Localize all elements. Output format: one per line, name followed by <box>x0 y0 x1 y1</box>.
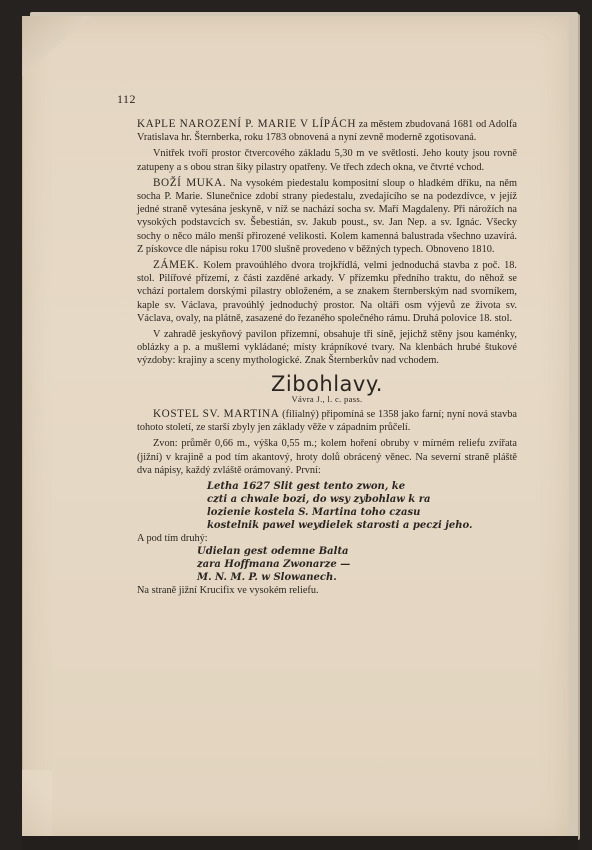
background-edge <box>22 836 578 850</box>
paragraph-bell <box>137 437 517 477</box>
section-title: Zibohlavy. <box>271 371 383 396</box>
page-text <box>137 118 517 597</box>
paragraph-chapel-interior <box>137 147 517 173</box>
closing-line: Na straně jižní Krucifix ve vysokém reliefu. <box>137 585 319 597</box>
second-inscription-label: A pod tím druhý: <box>137 533 208 545</box>
inscription-line: Letha 1627 Slit gest tento zwon, ke <box>207 481 406 493</box>
castle-text: Kolem pravoúhlého dvora trojkřídlá, velmi jednoduchá stavba z poč. 18. stol. Pilířové přízemí, z části zazděné arkady. V přízemku předního traktu, do něhož se vchází portalem dorskými pilastry obloženém, a se znakem šternberským nad svorníkem, kaple sv. Václava, pravoúhlý jednoduchý prostor. Na oltáři osm výjevů ze života sv. Václava, ovaly, na plátně, zasazené do řezaného společného rámu. Druhá polovice 18. stol. <box>137 260 517 324</box>
bell-text: Zvon: průměr 0,66 m., výška 0,55 m.; kolem hoření obruby v mírném reliefu zvířata (jižní) v krajině a pod tím akantový, hroty dolů obrácený věnec. Na severní straně pláště dva nápisy, každý zvláště orámovaný. První: <box>137 438 517 476</box>
church-text: (filialný) připomíná se 1358 jako farní; nyní nová stavba tohoto století, ze starší zbyly jen základy věže v západním průčelí. <box>137 409 517 434</box>
inscription-line: zara Hoffmana Zwonarze — <box>197 559 351 571</box>
page-number: 112 <box>117 92 137 106</box>
church-heading: KOSTEL SV. MARTINA <box>153 408 280 421</box>
paragraph-garden <box>137 328 517 368</box>
paragraph-chapel <box>137 118 517 144</box>
worn-edge <box>22 770 52 838</box>
chapel-heading: KAPLE NAROZENÍ P. MARIE V LÍPÁCH <box>137 118 357 130</box>
book-page <box>22 16 569 838</box>
shrine-heading: BOŽÍ MUKA. <box>153 176 227 189</box>
chapel-text: za městem zbudovaná 1681 od Adolfa Vratislava hr. Šternberka, roku 1783 obnovená a nyní zevně moderně zgotisovaná. <box>137 119 517 144</box>
inscription-line: kostelnik pawel weydielek starosti a peczi jeho. <box>207 520 473 532</box>
shrine-text: Na vysokém piedestalu kompositní sloup o hladkém dříku, na něm socha P. Marie. Slunečnice zdobí strany piedestalu, zvedajícího se na podezdívce, v jejíž jedné straně vytesána jeskyně, v níž se nachází socha sv. Maří Magdaleny. Při nárožích na vysokých podstavcích sv. Šebestián, sv. Jakub poust., sv. Jan Nep. a sv. Ignác. Všecky sochy o něco málo menší přirozené velikosti. Kolem kamenná balustrada všechno uzavírá. Z pískovce dle nápisu roku 1700 slušně provedeno v běžných typech. Obnoveno 1810. <box>137 177 517 255</box>
inscription-line: czti a chwale bozi, do wsy zybohlaw k ra <box>207 494 431 506</box>
paragraph-wayside-shrine <box>137 177 517 256</box>
inscription-line: Udielan gest odemne Balta <box>197 546 349 558</box>
inscription-line: M. N. M. P. w Slowanech. <box>197 572 337 584</box>
castle-heading: ZÁMEK. <box>153 259 200 272</box>
paragraph-church <box>137 408 517 434</box>
chapel-interior-text: Vnitřek tvoří prostor čtvercového základu 5,30 m ve světlosti. Jeho kouty jsou rovně zatupeny a s obou stran šiky pilastry opatřeny. Ve třech zdech okna, ve čtvrté vchod. <box>137 148 517 173</box>
garden-text: V zahradě jeskyňový pavilon přízemní, obsahuje tři síně, jejichž stěny jsou kaménky, oblázky a p. a mušlemi vykládané; místy krápníkové tvary. Na klenbách hrubé štukové výzdoby: krajiny a sceny mythologické. Znak Šternberkův nad vchodem. <box>137 329 517 367</box>
source-citation: Vávra J., l. c. pass. <box>291 393 363 404</box>
paragraph-castle <box>137 259 517 325</box>
inscription-line: lozienie kostela S. Martina toho czasu <box>207 507 421 519</box>
